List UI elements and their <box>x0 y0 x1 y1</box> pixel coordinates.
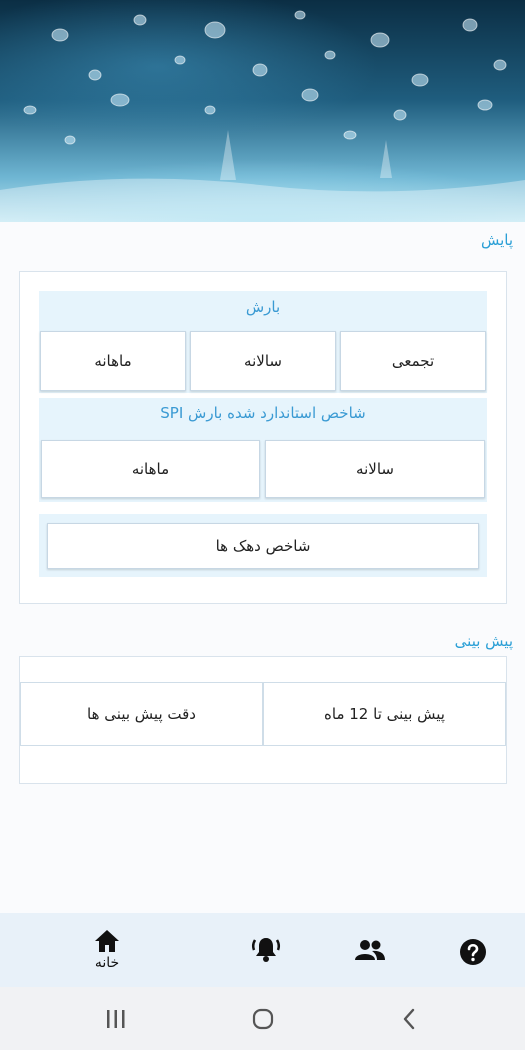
system-navigation-bar <box>0 987 525 1050</box>
people-icon <box>355 939 385 961</box>
forecast-12-months-button[interactable]: پیش بینی تا 12 ماه <box>263 682 506 746</box>
help-icon <box>459 938 487 966</box>
alarm-bell-icon <box>251 935 281 963</box>
home-icon <box>94 929 120 953</box>
precip-title: بارش <box>245 298 281 316</box>
nav-alarm[interactable] <box>236 935 296 963</box>
rain-hero-image <box>0 0 525 222</box>
nav-home-label: خانه <box>94 955 120 971</box>
bottom-navigation <box>0 913 525 987</box>
spi-title: شاخص استاندارد شده بارش SPI <box>160 404 366 422</box>
nav-people[interactable] <box>340 939 400 961</box>
forecast-card <box>19 656 507 784</box>
forecast-section-title: پیش بینی <box>454 632 513 650</box>
monitoring-card <box>19 271 507 604</box>
nav-help[interactable] <box>443 938 503 966</box>
spi-annual-button[interactable]: سالانه <box>265 440 485 498</box>
spi-monthly-button[interactable]: ماهانه <box>41 440 260 498</box>
nav-home[interactable] <box>77 929 137 971</box>
monitoring-section-title: پایش <box>480 231 513 249</box>
precip-cumulative-button[interactable]: تجمعی <box>340 331 486 391</box>
back-chevron-icon[interactable] <box>402 1008 416 1030</box>
forecast-accuracy-button[interactable]: دقت پیش بینی ها <box>20 682 263 746</box>
precip-annual-button[interactable]: سالانه <box>190 331 336 391</box>
home-circle-icon[interactable] <box>252 1008 274 1030</box>
decile-index-button[interactable]: شاخص دهک ها <box>47 523 479 569</box>
recent-apps-icon[interactable] <box>106 1009 126 1029</box>
precip-monthly-button[interactable]: ماهانه <box>40 331 186 391</box>
